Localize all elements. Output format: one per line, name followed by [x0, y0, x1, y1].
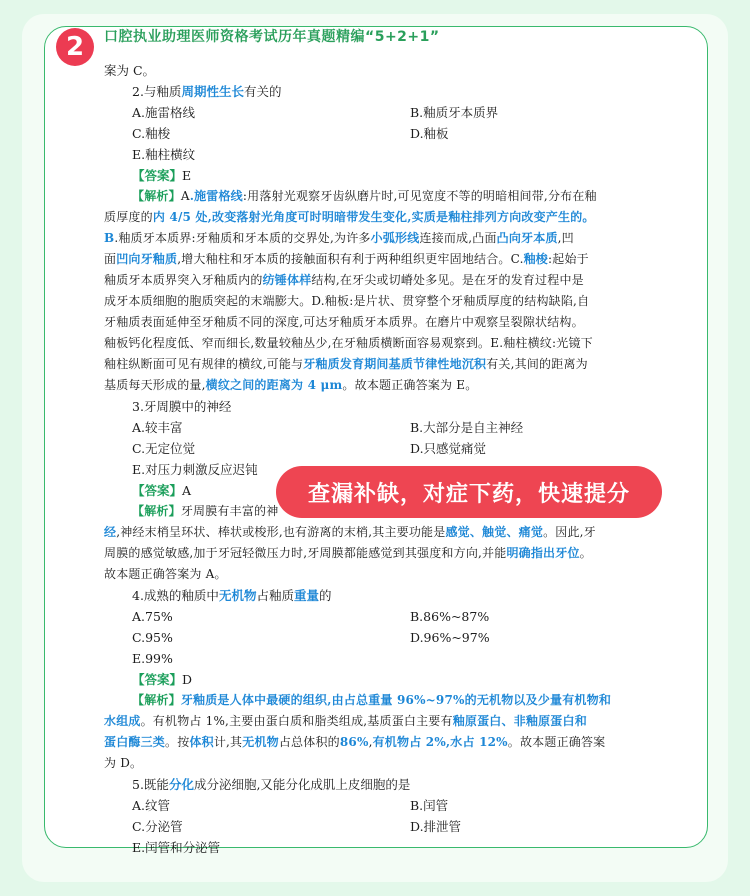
q4-options-row-2: [104, 627, 672, 648]
page-header-title: 口腔执业助理医师资格考试历年真题精编“5+2+1”: [104, 29, 440, 45]
q2-analysis-line-4: 面凹向牙釉质,增大釉柱和牙本质的接触面积有利于两种组织更牢固地结合。C.釉梭:起始于: [104, 252, 589, 266]
q5-stem: 5.既能分化成分泌细胞,又能分化成肌上皮细胞的是: [132, 777, 411, 792]
q3-answer: 【答案】A: [132, 483, 192, 498]
q2-option-e: E.釉柱横纹: [132, 147, 196, 162]
q2-analysis-line-1: 【解析】A.施雷格线:用落射光观察牙齿纵磨片时,可见宽度不等的明暗相间带,分布在釉: [132, 189, 597, 203]
promo-banner: 查漏补缺，对症下药，快速提分: [276, 466, 662, 518]
q5-option-b: B.闰管: [410, 798, 449, 813]
q4-option-d: D.96%~97%: [410, 630, 490, 645]
q4-answer: 【答案】D: [132, 672, 193, 687]
q4-options-row-3: [104, 648, 672, 669]
q4-analysis-line-2: 水组成。有机物占 1%,主要由蛋白质和脂类组成,基质蛋白主要有釉原蛋白、非釉原蛋白和: [104, 714, 587, 728]
q3-options-row-2: [104, 438, 672, 459]
q4-stem: 4.成熟的釉质中无机物占釉质重量的: [132, 588, 332, 603]
q2-option-b: B.釉质牙本质界: [410, 105, 499, 120]
page-content: [104, 60, 672, 858]
q2-analysis-line-7: 牙釉质表面延伸至牙釉质不同的深度,可达牙釉质牙本质界。在磨片中观察呈裂隙状结构。: [104, 315, 584, 329]
q2-options-row-1: [104, 102, 672, 123]
q2-options-row-2: [104, 123, 672, 144]
q3-analysis-line-1: 【解析】牙周膜有丰富的神: [132, 504, 279, 518]
q3-analysis-line-4: 故本题正确答案为 A。: [104, 567, 227, 581]
q2-option-a: A.施雷格线: [132, 105, 196, 120]
q5-option-e: E.闰管和分泌管: [132, 840, 221, 855]
q4-analysis-line-1: 【解析】牙釉质是人体中最硬的组织,由占总重量 96%~97%的无机物以及少量有机物和: [132, 693, 612, 707]
q2-analysis-line-3: B.釉质牙本质界:牙釉质和牙本质的交界处,为许多小弧形线连接而成,凸面凸向牙本质,凹: [104, 231, 574, 245]
q2-option-d: D.釉板: [410, 126, 449, 141]
q2-analysis-line-9: 釉柱纵断面可见有规律的横纹,可能与牙釉质发育期间基质节律性地沉积有关,其间的距离为: [104, 357, 588, 371]
q2-analysis-line-5: 釉质牙本质界突入牙釉质内的纺锤体样结构,在牙尖或切嵴处多见。是在牙的发育过程中是: [104, 273, 584, 287]
q2-options-row-3: [104, 144, 672, 165]
q2-stem: 2.与釉质周期性生长有关的: [132, 84, 282, 99]
q3-stem: 3.牙周膜中的神经: [132, 399, 232, 414]
q4-analysis-line-3: 蛋白酶三类。按体积计,其无机物占总体积的86%,有机物占 2%,水占 12%。故本题正确答案: [104, 735, 606, 749]
q4-option-b: B.86%~87%: [410, 609, 490, 624]
section-number-badge: 2: [56, 28, 94, 66]
q4-option-e: E.99%: [132, 651, 173, 666]
q4-option-a: A.75%: [132, 609, 173, 624]
q2-analysis-line-10: 基质每天形成的量,横纹之间的距离为 4 μm。故本题正确答案为 E。: [104, 378, 478, 392]
q2-analysis-line-8: 釉板钙化程度低、窄而细长,数量较釉丛少,在牙釉质横断面容易观察到。E.釉柱横纹:光镜下: [104, 336, 593, 350]
q2-analysis-line-2: 质厚度的内 4/5 处,改变落射光角度可时明暗带发生变化,实质是釉柱排列方向改变产生的。: [104, 210, 595, 224]
q3-options-row-1: [104, 417, 672, 438]
q5-option-d: D.排泄管: [410, 819, 462, 834]
q2-answer: 【答案】E: [132, 168, 192, 183]
q2-option-c: C.釉梭: [132, 126, 171, 141]
q3-option-c: C.无定位觉: [132, 441, 196, 456]
q5-options-row-2: [104, 816, 672, 837]
q4-option-c: C.95%: [132, 630, 173, 645]
q3-analysis-line-2: 经,神经末梢呈环状、棒状或梭形,也有游离的末梢,其主要功能是感觉、触觉、痛觉。因此,牙: [104, 525, 596, 539]
q5-option-a: A.纹管: [132, 798, 171, 813]
q5-options-row-1: [104, 795, 672, 816]
q3-option-b: B.大部分是自主神经: [410, 420, 524, 435]
q1-answer-tail: 案为 C。: [104, 63, 156, 78]
q5-options-row-3: [104, 837, 672, 858]
q4-analysis-line-4: 为 D。: [104, 756, 143, 770]
q5-option-c: C.分泌管: [132, 819, 183, 834]
q4-options-row-1: [104, 606, 672, 627]
q3-option-d: D.只感觉痛觉: [410, 441, 487, 456]
q3-option-e: E.对压力刺激反应迟钝: [132, 462, 258, 477]
q3-analysis-line-3: 周膜的感觉敏感,加于牙冠轻微压力时,牙周膜都能感觉到其强度和方向,并能明确指出牙位。: [104, 546, 592, 560]
q2-analysis-line-6: 成牙本质细胞的胞质突起的末端膨大。D.釉板:是片状、贯穿整个牙釉质厚度的结构缺陷,自: [104, 294, 590, 308]
q3-option-a: A.较丰富: [132, 420, 183, 435]
